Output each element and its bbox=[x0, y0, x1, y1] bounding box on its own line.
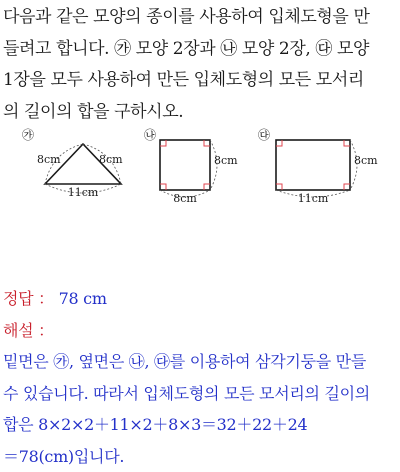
problem-line: 의 길이의 합을 구하시오. bbox=[3, 97, 397, 129]
dimension-label: 8cm bbox=[354, 154, 378, 167]
problem-line: 1장을 모두 사용하여 만든 입체도형의 모든 모서리 bbox=[3, 65, 397, 97]
dimension-label: 11cm bbox=[68, 186, 99, 199]
figures-svg bbox=[0, 126, 400, 208]
figure-mark: ㉮ bbox=[22, 128, 34, 142]
explanation-line: 밑면은 ㉮, 옆면은 ㉯, ㉰를 이용하여 삼각기둥을 만들 bbox=[3, 346, 399, 378]
figures bbox=[0, 126, 400, 208]
figure-na bbox=[144, 128, 238, 205]
answer-label: 정답 ： bbox=[3, 289, 54, 308]
square-shape bbox=[160, 140, 210, 190]
figure-mark: ㉯ bbox=[144, 128, 156, 142]
problem-line: 들려고 합니다. ㉮ 모양 2장과 ㉯ 모양 2장, ㉰ 모양 bbox=[3, 34, 397, 66]
dimension-label: 8cm bbox=[99, 153, 123, 166]
explanation-line: 합은 8×2×2＋11×2＋8×3＝32＋22＋24 bbox=[3, 409, 399, 441]
dimension-label: 8cm bbox=[214, 154, 238, 167]
problem-line: 다음과 같은 모양의 종이를 사용하여 입체도형을 만 bbox=[3, 2, 397, 34]
dimension-label: 8cm bbox=[37, 153, 61, 166]
right-angle-marks bbox=[160, 140, 210, 190]
figure-ga bbox=[22, 128, 123, 199]
dimension-label: 11cm bbox=[298, 192, 329, 205]
figure-da bbox=[258, 128, 378, 205]
problem-text bbox=[3, 2, 397, 128]
right-angle-marks bbox=[276, 140, 350, 190]
answer-line bbox=[3, 283, 399, 315]
explanation-label: 해설 ： bbox=[3, 315, 399, 347]
figure-mark: ㉰ bbox=[258, 128, 270, 142]
explanation-line: ＝78(cm)입니다. bbox=[3, 441, 399, 472]
explanation-line: 수 있습니다. 따라서 입체도형의 모든 모서리의 길이의 bbox=[3, 378, 399, 410]
rectangle-shape bbox=[276, 140, 350, 190]
dimension-label: 8cm bbox=[173, 192, 197, 205]
answer-section bbox=[3, 283, 399, 472]
answer-value: 78 cm bbox=[59, 289, 107, 308]
